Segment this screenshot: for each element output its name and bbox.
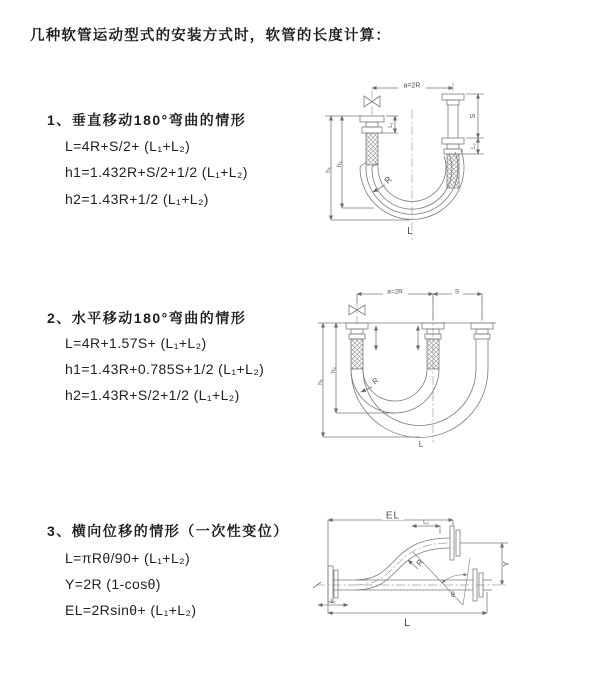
right-flange-upper: [442, 94, 464, 105]
diagram-vertical-180: [310, 70, 600, 262]
dim-label-h1: h₁: [325, 167, 332, 173]
left-braided-section: [351, 339, 363, 369]
middle-braided-section: [427, 339, 439, 369]
dim-label-h1: h₁: [317, 379, 324, 385]
length-label: L: [407, 226, 413, 237]
section-3-heading: 3、横向位移的情形（一次性变位）: [47, 523, 289, 539]
formula-2-l: L=4R+1.57S+ (L₁+L₂): [65, 335, 207, 351]
formula-2-h2: h2=1.43R+S/2+1/2 (L₁+L₂): [65, 387, 240, 403]
formula-3-l: L=πRθ/90+ (L₁+L₂): [65, 550, 191, 566]
dim-label-a2r: a=2R: [387, 288, 403, 296]
radius-label: R: [370, 375, 381, 387]
centerlines: [357, 296, 482, 442]
diagram-lateral-displacement: [300, 500, 600, 640]
dim-label-y: Y: [502, 561, 511, 567]
left-flange: [328, 566, 338, 602]
dim-label-l2: L₂: [471, 143, 477, 149]
angle-label: θ: [451, 592, 455, 599]
hose-s-curve: [355, 538, 450, 590]
right-flange: [471, 323, 493, 339]
angle-construction: [413, 552, 470, 605]
left-flange: [346, 323, 368, 339]
formula-3-y: Y=2R (1-cosθ): [65, 576, 161, 592]
upper-flange: [450, 526, 460, 560]
left-braided-section: [366, 133, 378, 165]
dim-a2r: [357, 294, 433, 320]
dim-label-el: EL: [385, 510, 401, 522]
radius-label: R: [382, 174, 394, 186]
dim-label-h2: h₂: [336, 160, 343, 168]
dim-s: [433, 294, 482, 320]
formula-1-h2: h2=1.43R+1/2 (L₁+L₂): [65, 191, 209, 207]
diagram-horizontal-180: [310, 280, 600, 452]
centerlines: [372, 82, 453, 240]
left-flange: [360, 116, 384, 133]
dim-label-l2: L₂: [423, 520, 429, 526]
radius-leader: [373, 185, 385, 192]
dim-label-l1: L₁: [330, 599, 336, 605]
page-title: 几种软管运动型式的安装方式时，软管的长度计算：: [30, 28, 392, 44]
formula-1-l: L=4R+S/2+ (L₁+L₂): [65, 138, 191, 154]
right-flange-lower: [442, 138, 464, 154]
length-label: L: [418, 440, 424, 449]
dim-label-s: S: [454, 288, 460, 296]
section-2-heading: 2、水平移动180°弯曲的情形: [47, 310, 247, 326]
section-1-heading: 1、垂直移动180°弯曲的情形: [47, 112, 247, 128]
formula-1-h1: h1=1.432R+S/2+1/2 (L₁+L₂): [65, 164, 248, 180]
dim-label-h2: h₂: [330, 366, 337, 374]
dim-el: [328, 520, 453, 613]
radius-label: R: [414, 557, 426, 568]
formula-3-el: EL=2Rsinθ+ (L₁+L₂): [65, 602, 197, 618]
dim-label-s: S: [470, 113, 477, 119]
formula-2-h1: h1=1.43R+0.785S+1/2 (L₁+L₂): [65, 361, 265, 377]
dim-label-l1: L₁: [388, 122, 394, 128]
dim-label-a2r: a=2R: [403, 82, 421, 90]
length-label: L: [403, 617, 411, 629]
dim-l2: [412, 526, 440, 534]
